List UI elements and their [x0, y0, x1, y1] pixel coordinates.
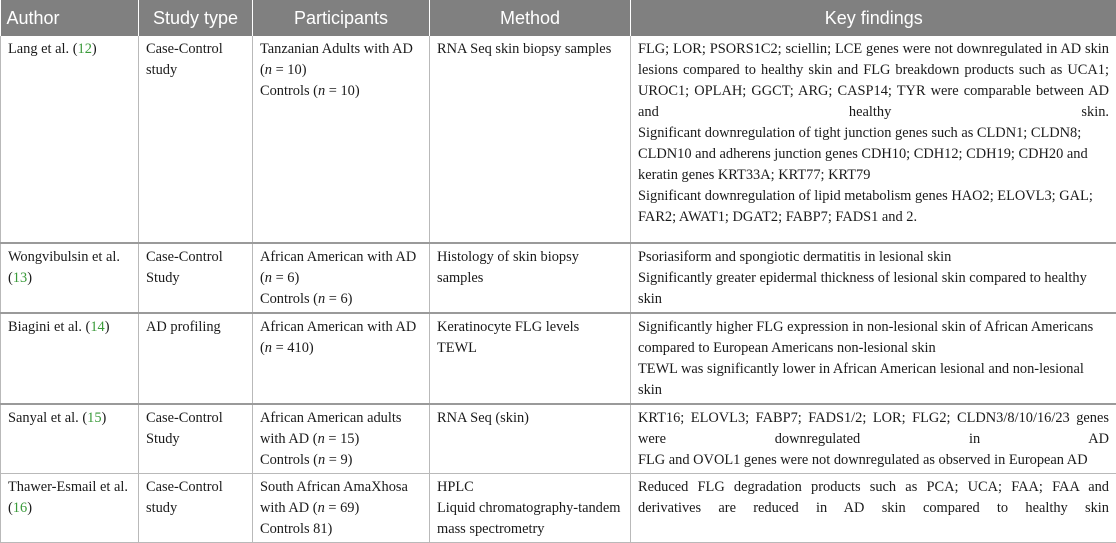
- method-cell: Histology of skin biopsy samples: [430, 243, 631, 313]
- table-row: [1, 313, 1116, 404]
- reference-link[interactable]: 12: [78, 41, 92, 57]
- method-cell: Keratinocyte FLG levels TEWL: [430, 313, 631, 404]
- participants-cell: African American adults with AD (n = 15) Controls (n = 9): [253, 404, 430, 474]
- participants-cell: South African AmaXhosa with AD (n = 69) Controls 81): [253, 474, 430, 543]
- participants-cell: African American with AD (n = 6) Controls (n = 6): [253, 243, 430, 313]
- study-type-cell: Case-Control Study: [139, 404, 253, 474]
- author-cell: Wongvibulsin et al. (13): [1, 243, 139, 313]
- study-type-cell: Case-Control study: [139, 474, 253, 543]
- author-cell: Sanyal et al. (15): [1, 404, 139, 474]
- method-cell: RNA Seq (skin): [430, 404, 631, 474]
- header-row: [1, 0, 1116, 36]
- method-cell: RNA Seq skin biopsy samples: [430, 36, 631, 243]
- reference-link[interactable]: 16: [13, 500, 27, 516]
- findings-cell: Reduced FLG degradation products such as PCA; UCA; FAA; FAA and derivatives are reduced in AD skin compared to healthy skin: [631, 474, 1116, 543]
- findings-cell: KRT16; ELOVL3; FABP7; FADS1/2; LOR; FLG2; CLDN3/8/10/16/23 genes were downregulated in AD FLG and OVOL1 genes were not downregulated as observed in European AD: [631, 404, 1116, 474]
- method-cell: HPLC Liquid chromatography-tandem mass spectrometry: [430, 474, 631, 543]
- table-row: [1, 36, 1116, 243]
- author-cell: Lang et al. (12): [1, 36, 139, 243]
- table-row: [1, 474, 1116, 543]
- header-key-findings: Key findings: [631, 0, 1116, 36]
- table-row: [1, 404, 1116, 474]
- findings-cell: Psoriasiform and spongiotic dermatitis in lesional skin Significantly greater epidermal thickness of lesional skin compared to healthy skin: [631, 243, 1116, 313]
- reference-link[interactable]: 15: [87, 410, 101, 426]
- table-row: [1, 243, 1116, 313]
- findings-cell: Significantly higher FLG expression in non-lesional skin of African Americans compared to European Americans non-lesional skin TEWL was significantly lower in African American lesional and non-lesional skin: [631, 313, 1116, 404]
- participants-cell: Tanzanian Adults with AD (n = 10) Controls (n = 10): [253, 36, 430, 243]
- study-type-cell: AD profiling: [139, 313, 253, 404]
- findings-cell: FLG; LOR; PSORS1C2; sciellin; LCE genes were not downregulated in AD skin lesions compared to healthy skin and FLG breakdown products such as UCA1; UROC1; OPLAH; GGCT; ARG; CASP14; TYR were comparable between AD and healthy skin. Significant downregulation of tight junction genes such as CLDN1; CLDN8; CLDN10 and adherens junction genes CDH10; CDH12; CDH19; CDH20 and keratin genes KRT33A; KRT77; KRT79 Significant downregulation of lipid metabolism genes HAO2; ELOVL3; GAL; FAR2; AWAT1; DGAT2; FABP7; FADS1 and 2.: [631, 36, 1116, 243]
- author-cell: Biagini et al. (14): [1, 313, 139, 404]
- study-type-cell: Case-Control study: [139, 36, 253, 243]
- header-study-type: Study type: [139, 0, 253, 36]
- reference-link[interactable]: 13: [13, 270, 27, 286]
- author-cell: Thawer-Esmail et al. (16): [1, 474, 139, 543]
- participants-cell: African American with AD (n = 410): [253, 313, 430, 404]
- reference-link[interactable]: 14: [90, 319, 104, 335]
- header-participants: Participants: [253, 0, 430, 36]
- header-method: Method: [430, 0, 631, 36]
- header-author: Author: [1, 0, 139, 36]
- study-type-cell: Case-Control Study: [139, 243, 253, 313]
